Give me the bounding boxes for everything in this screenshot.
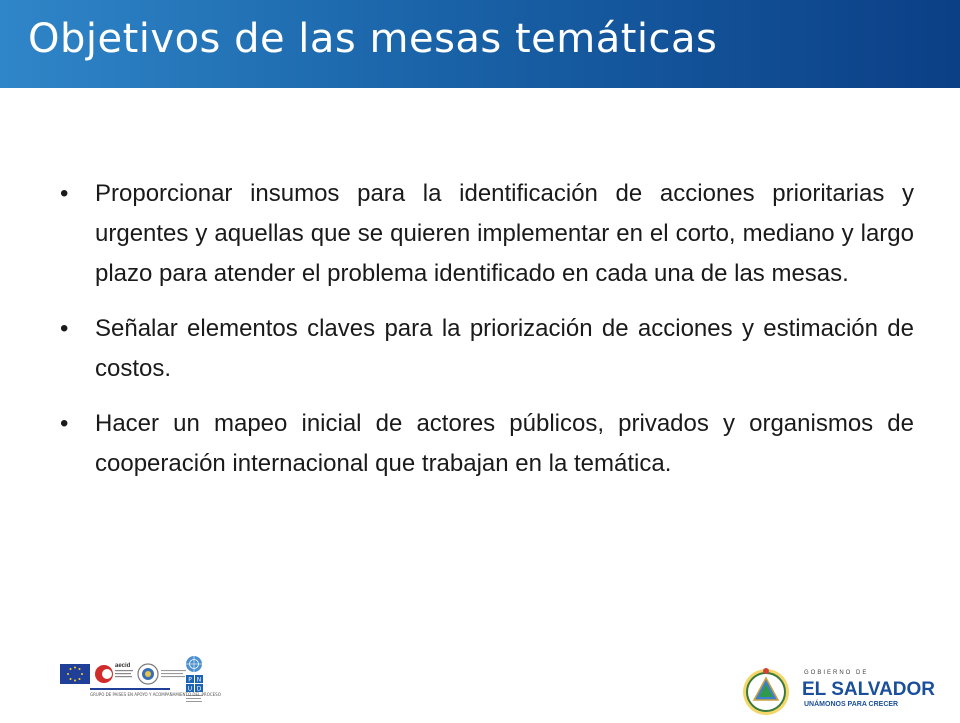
bullet-text: Hacer un mapeo inicial de actores públicos, privados y organismos de cooperación internacional que trabajan en la temática. <box>95 410 914 477</box>
svg-text:D: D <box>196 685 202 693</box>
partner-caption: GRUPO DE PAISES EN APOYO Y ACOMPAÑAMIENTO DEL PROCESO <box>90 692 221 697</box>
el-salvador-coat-of-arms-icon <box>738 662 798 718</box>
government-logo <box>738 662 936 718</box>
undp-logo <box>186 675 203 702</box>
svg-text:P: P <box>188 676 192 684</box>
partner-logos-graphic <box>58 652 303 718</box>
gov-name-text: EL SALVADOR <box>802 679 936 700</box>
un-emblem-logo <box>186 656 202 672</box>
bullet-icon: • <box>60 410 69 437</box>
gov-small-text: GOBIERNO DE <box>804 670 869 676</box>
svg-text:U: U <box>187 685 193 693</box>
bullet-icon: • <box>60 180 69 207</box>
eu-flag-logo <box>60 664 90 684</box>
svg-text:N: N <box>196 676 202 684</box>
gov-slogan-text: UNÁMONOS PARA CRECER <box>804 701 899 708</box>
slide-title: Objetivos de las mesas temáticas <box>28 16 718 62</box>
bullet-item <box>60 404 914 484</box>
title-bar <box>0 0 960 88</box>
bullet-text: Señalar elementos claves para la priorización de acciones y estimación de costos. <box>95 315 914 382</box>
bullet-icon: • <box>60 315 69 342</box>
bullet-item <box>60 309 914 389</box>
bullet-text: Proporcionar insumos para la identificación de acciones prioritarias y urgentes y aquellas que se quieren implementar en el corto, mediano y largo plazo para atender el problema identificado en cada una de las mesas. <box>95 180 914 287</box>
bullet-item <box>60 174 914 294</box>
partner-logos <box>58 652 303 718</box>
caption-rule <box>90 688 170 690</box>
aecid-logo <box>95 663 133 683</box>
aecid-text: aecid <box>115 663 131 669</box>
bullet-list <box>60 174 914 499</box>
oas-seal-logo <box>138 664 186 684</box>
